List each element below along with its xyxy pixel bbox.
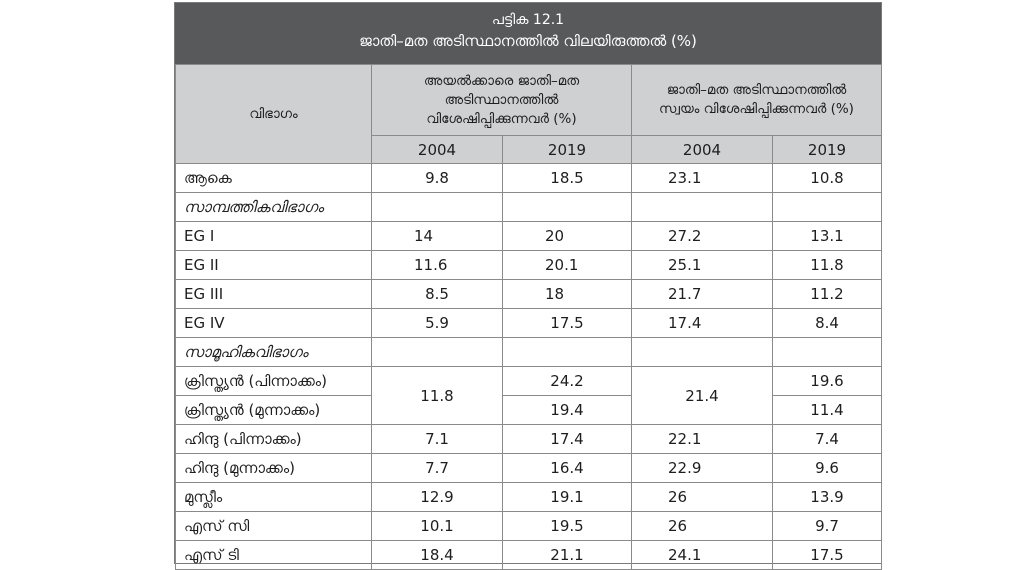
merged-cell: 11.8 bbox=[372, 367, 503, 425]
section-label: സാമ്പത്തികവിഭാഗം bbox=[176, 193, 372, 222]
table-title-bar bbox=[175, 3, 881, 64]
cell: 21.7 bbox=[632, 280, 773, 309]
cell: 7.7 bbox=[372, 454, 503, 483]
cell: 19.6 bbox=[773, 367, 882, 396]
empty-cell bbox=[372, 338, 503, 367]
cell: 16.4 bbox=[503, 454, 632, 483]
cell: 24.2 bbox=[503, 367, 632, 396]
row-label: EG II bbox=[176, 251, 372, 280]
cell: 18.5 bbox=[503, 164, 632, 193]
section-label: സാമൂഹികവിഭാഗം bbox=[176, 338, 372, 367]
cell: 21.1 bbox=[503, 541, 632, 570]
cell: 22.1 bbox=[632, 425, 773, 454]
table-row bbox=[176, 251, 882, 280]
row-label: ക്രിസ്ത്യൻ (പിന്നാക്കം) bbox=[176, 367, 372, 396]
row-label: EG III bbox=[176, 280, 372, 309]
cell: 17.4 bbox=[632, 309, 773, 338]
table-title: ജാതി–മത അടിസ്ഥാനത്തിൽ വിലയിരുത്തൽ (%) bbox=[359, 32, 697, 50]
cell: 14 bbox=[372, 222, 503, 251]
cell: 10.8 bbox=[773, 164, 882, 193]
cell: 17.4 bbox=[503, 425, 632, 454]
table-row bbox=[176, 222, 882, 251]
cell: 11.6 bbox=[372, 251, 503, 280]
table-row bbox=[176, 425, 882, 454]
cell: 8.5 bbox=[372, 280, 503, 309]
cell: 7.1 bbox=[372, 425, 503, 454]
cell: 25.1 bbox=[632, 251, 773, 280]
row-label: EG I bbox=[176, 222, 372, 251]
cell: 19.4 bbox=[503, 396, 632, 425]
cell: 10.1 bbox=[372, 512, 503, 541]
row-label: എസ് സി bbox=[176, 512, 372, 541]
empty-cell bbox=[503, 193, 632, 222]
cell: 8.4 bbox=[773, 309, 882, 338]
section-row bbox=[176, 193, 882, 222]
group1-header: അയൽക്കാരെ ജാതി–മത അടിസ്ഥാനത്തിൽ വിശേഷിപ്പിക്കുന്നവർ (%) bbox=[372, 65, 632, 136]
year-header: 2019 bbox=[773, 136, 882, 164]
table-row bbox=[176, 454, 882, 483]
row-label: ഹിന്ദു (മുന്നാക്കം) bbox=[176, 454, 372, 483]
table-row bbox=[176, 309, 882, 338]
cell: 20.1 bbox=[503, 251, 632, 280]
row-label: EG IV bbox=[176, 309, 372, 338]
table-row bbox=[176, 483, 882, 512]
empty-cell bbox=[773, 338, 882, 367]
header-row bbox=[176, 65, 882, 136]
empty-cell bbox=[632, 193, 773, 222]
cell: 7.4 bbox=[773, 425, 882, 454]
empty-cell bbox=[632, 338, 773, 367]
empty-cell bbox=[372, 193, 503, 222]
row-label: എസ് ടി bbox=[176, 541, 372, 570]
data-table bbox=[175, 64, 882, 570]
cell: 22.9 bbox=[632, 454, 773, 483]
empty-cell bbox=[773, 193, 882, 222]
cell: 19.1 bbox=[503, 483, 632, 512]
cell: 13.1 bbox=[773, 222, 882, 251]
group2-header: ജാതി–മത അടിസ്ഥാനത്തിൽ സ്വയം വിശേഷിപ്പിക്കുന്നവർ (%) bbox=[632, 65, 882, 136]
table-row bbox=[176, 541, 882, 570]
cell: 11.4 bbox=[773, 396, 882, 425]
table-frame bbox=[174, 2, 882, 564]
table-row bbox=[176, 512, 882, 541]
row-label: മുസ്ലീം bbox=[176, 483, 372, 512]
section-row bbox=[176, 338, 882, 367]
cell: 18 bbox=[503, 280, 632, 309]
cell: 9.7 bbox=[773, 512, 882, 541]
cell: 11.2 bbox=[773, 280, 882, 309]
table-row bbox=[176, 280, 882, 309]
row-label: ക്രിസ്ത്യൻ (മുന്നാക്കം) bbox=[176, 396, 372, 425]
cell: 17.5 bbox=[503, 309, 632, 338]
cell: 17.5 bbox=[773, 541, 882, 570]
cell: 13.9 bbox=[773, 483, 882, 512]
year-header: 2004 bbox=[632, 136, 773, 164]
cell: 26 bbox=[632, 483, 773, 512]
row-label: ഹിന്ദു (പിന്നാക്കം) bbox=[176, 425, 372, 454]
row-label: ആകെ bbox=[176, 164, 372, 193]
cell: 18.4 bbox=[372, 541, 503, 570]
merged-cell: 21.4 bbox=[632, 367, 773, 425]
empty-cell bbox=[503, 338, 632, 367]
cell: 5.9 bbox=[372, 309, 503, 338]
table-row bbox=[176, 396, 882, 425]
table-number: പട്ടിക 12.1 bbox=[491, 12, 565, 28]
category-header: വിഭാഗം bbox=[176, 65, 372, 164]
year-header: 2019 bbox=[503, 136, 632, 164]
cell: 23.1 bbox=[632, 164, 773, 193]
cell: 9.8 bbox=[372, 164, 503, 193]
cell: 20 bbox=[503, 222, 632, 251]
cell: 11.8 bbox=[773, 251, 882, 280]
cell: 12.9 bbox=[372, 483, 503, 512]
year-header: 2004 bbox=[372, 136, 503, 164]
cell: 24.1 bbox=[632, 541, 773, 570]
cell: 19.5 bbox=[503, 512, 632, 541]
cell: 27.2 bbox=[632, 222, 773, 251]
cell: 26 bbox=[632, 512, 773, 541]
cell: 9.6 bbox=[773, 454, 882, 483]
table-row bbox=[176, 367, 882, 396]
table-row bbox=[176, 164, 882, 193]
